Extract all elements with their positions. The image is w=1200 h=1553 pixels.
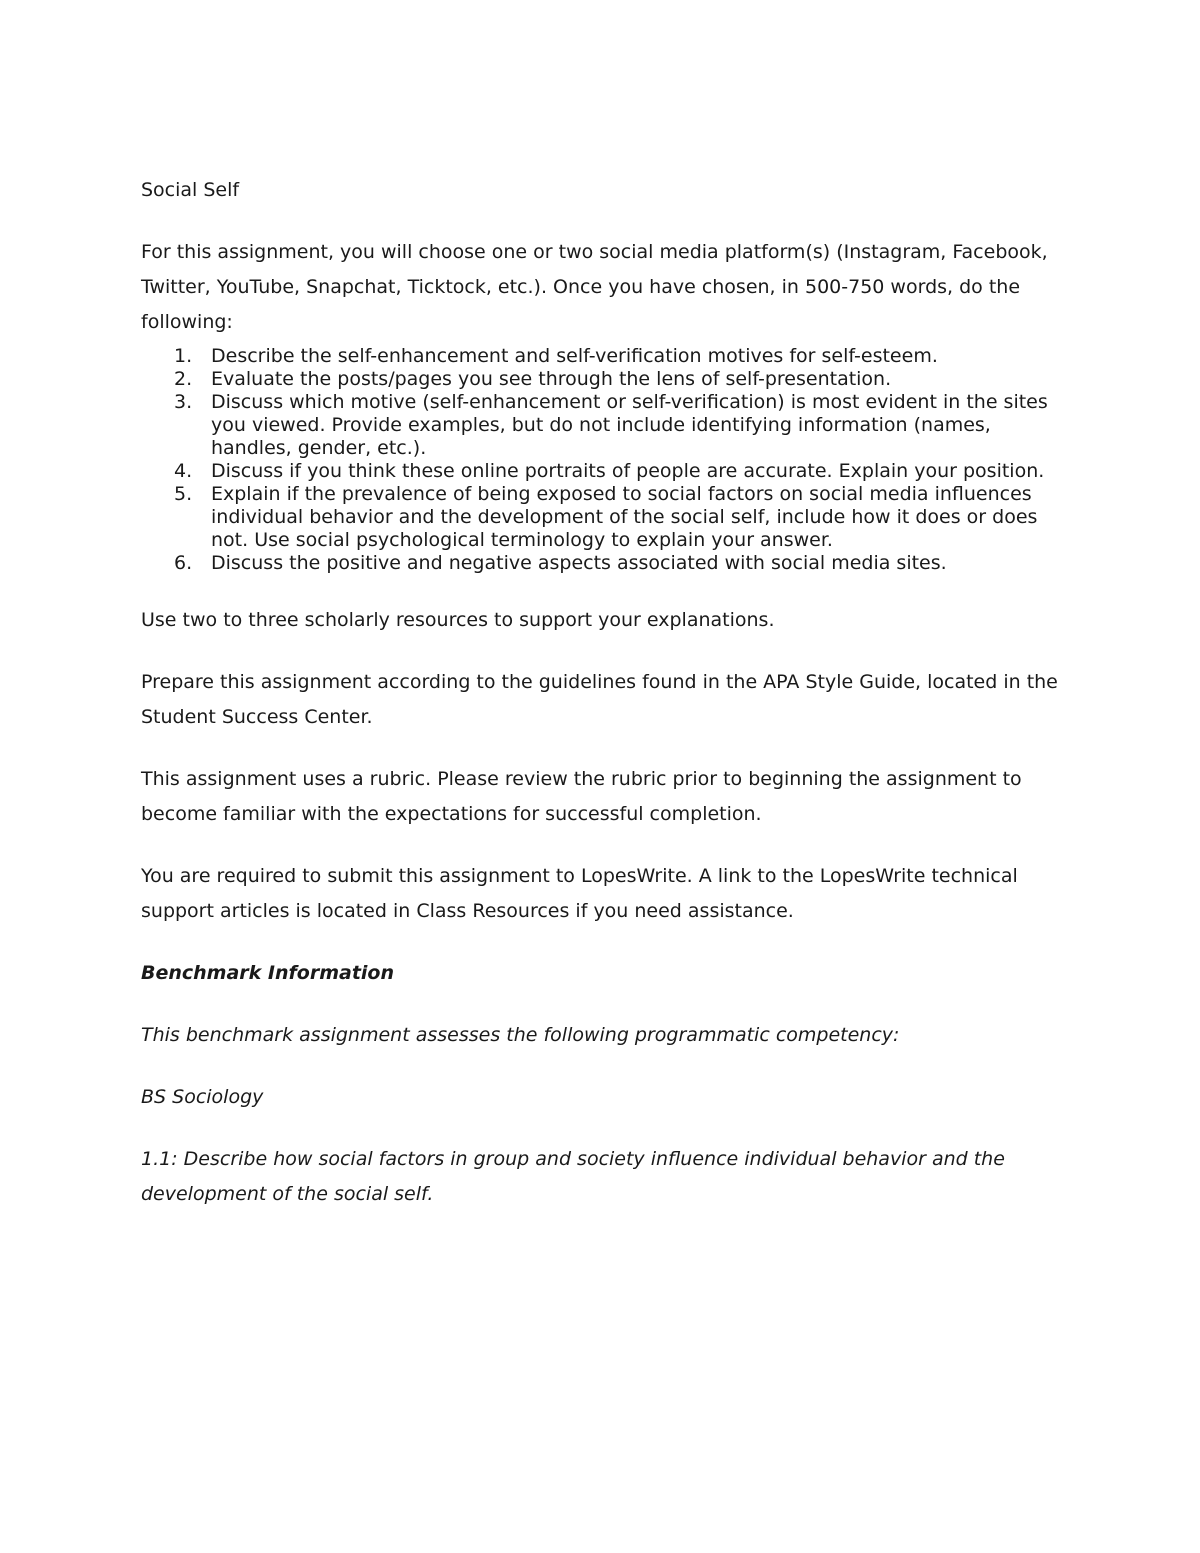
list-item bbox=[141, 483, 1061, 552]
resources-paragraph: Use two to three scholarly resources to support your explanations. bbox=[141, 609, 775, 631]
list-number: 6. bbox=[174, 552, 193, 574]
list-number: 1. bbox=[174, 345, 193, 367]
list-item-text: Discuss the positive and negative aspects associated with social media sites. bbox=[211, 552, 947, 574]
list-number: 3. bbox=[174, 391, 193, 413]
list-item bbox=[141, 345, 1061, 368]
lopeswrite-paragraph: You are required to submit this assignment to LopesWrite. A link to the LopesWrite technical support articles is located in Class Resources if you need assistance. bbox=[141, 865, 1018, 922]
document-page bbox=[141, 172, 1061, 1212]
list-item-text: Discuss which motive (self-enhancement or self-verification) is most evident in the sites you viewed. Provide examples, but do not include identifying information (names, handles, gender, etc.). bbox=[211, 391, 1048, 459]
intro-paragraph: For this assignment, you will choose one or two social media platform(s) (Instagram, Facebook, Twitter, YouTube, Snapchat, Ticktock, etc.). Once you have chosen, in 500-750 words, do the following: bbox=[141, 241, 1048, 333]
list-number: 2. bbox=[174, 368, 193, 390]
list-item bbox=[141, 460, 1061, 483]
list-number: 5. bbox=[174, 483, 193, 505]
benchmark-intro: This benchmark assignment assesses the following programmatic competency: bbox=[141, 1024, 900, 1046]
apa-paragraph: Prepare this assignment according to the guidelines found in the APA Style Guide, located in the Student Success Center. bbox=[141, 671, 1058, 728]
list-item bbox=[141, 552, 1061, 575]
competency-text: 1.1: Describe how social factors in group and society influence individual behavior and the development of the social self. bbox=[141, 1148, 1005, 1205]
rubric-paragraph: This assignment uses a rubric. Please review the rubric prior to beginning the assignment to become familiar with the expectations for successful completion. bbox=[141, 768, 1022, 825]
list-item-text: Evaluate the posts/pages you see through the lens of self-presentation. bbox=[211, 368, 892, 390]
instruction-list bbox=[141, 345, 1061, 575]
list-item bbox=[141, 368, 1061, 391]
list-number: 4. bbox=[174, 460, 193, 482]
list-item bbox=[141, 391, 1061, 460]
document-title: Social Self bbox=[141, 179, 240, 201]
benchmark-heading: Benchmark Information bbox=[141, 962, 395, 984]
list-item-text: Explain if the prevalence of being exposed to social factors on social media influences individual behavior and the development of the social self, include how it does or does not. Use social psychological terminology to explain your answer. bbox=[211, 483, 1038, 551]
list-item-text: Describe the self-enhancement and self-verification motives for self-esteem. bbox=[211, 345, 938, 367]
program-name: BS Sociology bbox=[141, 1086, 264, 1108]
list-item-text: Discuss if you think these online portraits of people are accurate. Explain your position. bbox=[211, 460, 1045, 482]
